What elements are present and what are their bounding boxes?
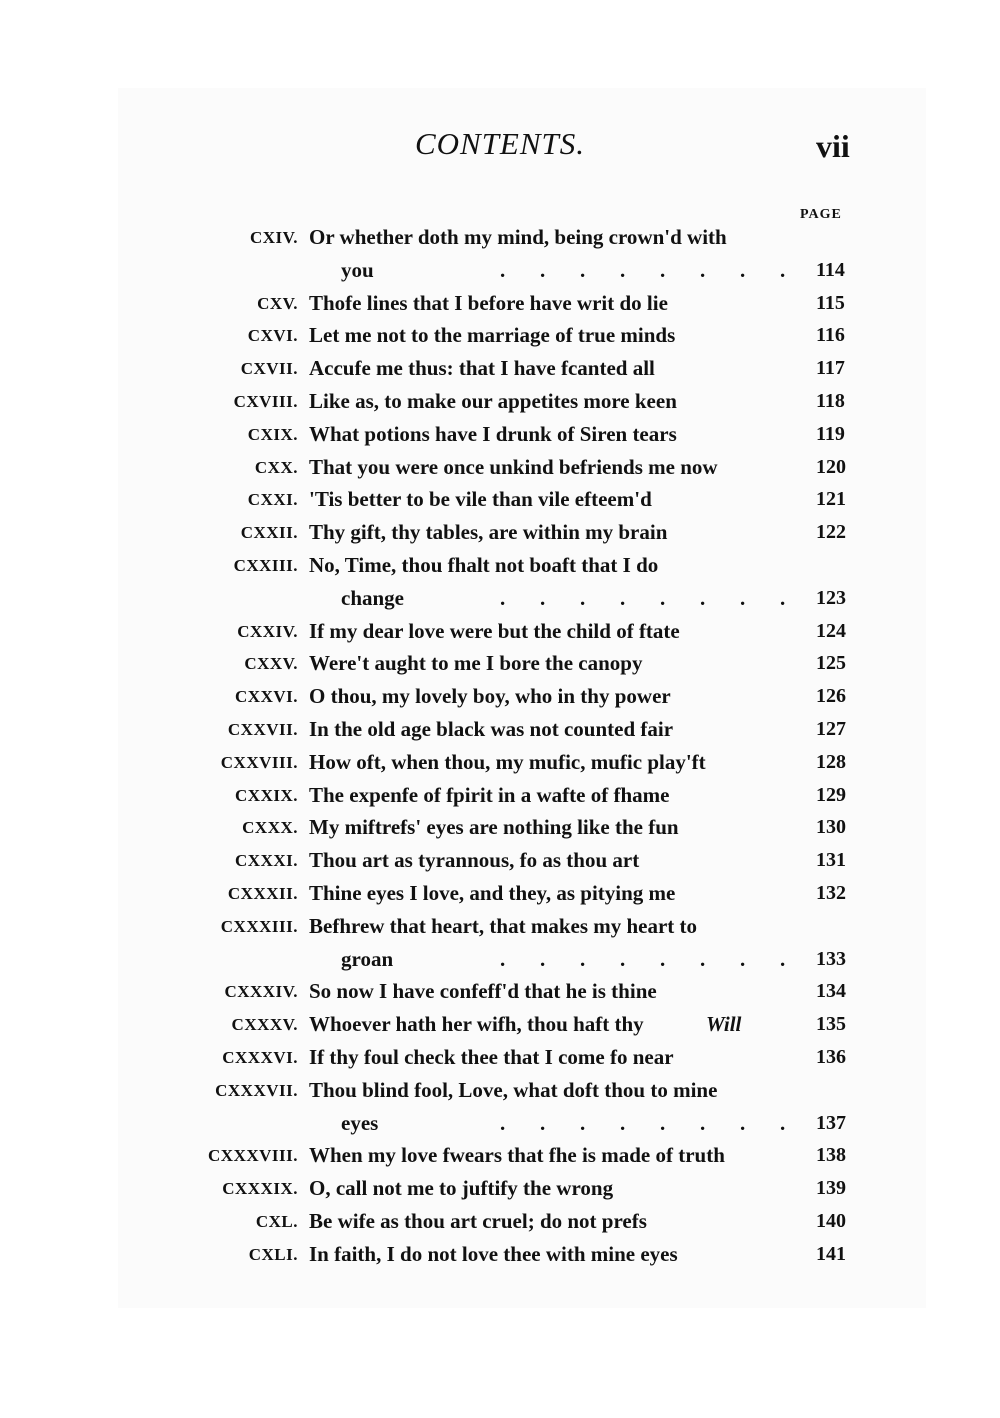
toc-entry-continuation <box>0 943 1000 976</box>
page-number: 131 <box>816 849 846 871</box>
page-number: 117 <box>816 357 845 379</box>
leader-dot: . <box>580 586 586 610</box>
sonnet-first-line: O, call not me to juftify the wrong <box>309 1176 614 1200</box>
sonnet-first-line: What potions have I drunk of Siren tears <box>309 422 677 446</box>
leader-dot: . <box>660 1111 666 1135</box>
page-folio: vii <box>816 128 850 164</box>
toc-entry <box>0 975 1000 1008</box>
sonnet-first-line: Be wife as thou art cruel; do not prefs <box>309 1209 647 1233</box>
sonnet-number: CXXV. <box>244 654 298 673</box>
page-number: 119 <box>816 423 845 445</box>
toc-entry-continuation <box>0 582 1000 615</box>
leader-dot: . <box>540 1111 546 1135</box>
sonnet-number: CXXIII. <box>233 556 298 575</box>
leader-dot: . <box>580 947 586 971</box>
sonnet-number: CXXXV. <box>231 1015 298 1034</box>
leader-dot: . <box>620 258 626 282</box>
leader-dot: . <box>500 947 506 971</box>
leader-dot: . <box>620 1111 626 1135</box>
continuation-text: you <box>341 258 374 282</box>
toc-entry <box>0 1205 1000 1238</box>
sonnet-number: CXXVII. <box>227 720 298 739</box>
sonnet-first-line: Befhrew that heart, that makes my heart to <box>309 914 698 938</box>
toc-entry <box>0 1238 1000 1271</box>
toc-entry <box>0 1172 1000 1205</box>
sonnet-number: CXXII. <box>240 523 298 542</box>
toc-entry <box>0 1008 1000 1041</box>
sonnet-first-line: When my love fwears that fhe is made of truth <box>309 1143 725 1167</box>
leader-dot: . <box>540 258 546 282</box>
sonnet-number: CXV. <box>257 294 298 313</box>
sonnet-first-line: So now I have confeff'd that he is thine <box>309 979 657 1003</box>
page-number: 129 <box>816 784 846 806</box>
sonnet-first-line: That you were once unkind befriends me now <box>309 455 718 479</box>
toc-entry <box>0 1139 1000 1172</box>
page-number: 137 <box>816 1112 846 1134</box>
toc-entry <box>0 319 1000 352</box>
sonnet-number: CXXXIV. <box>224 982 298 1001</box>
page-number: 121 <box>816 488 846 510</box>
leader-dot: . <box>660 586 666 610</box>
sonnet-first-line: Thofe lines that I before have writ do lie <box>309 291 668 315</box>
page-number: 132 <box>816 882 846 904</box>
sonnet-first-line: If thy foul check thee that I come fo near <box>309 1045 674 1069</box>
toc-entry <box>0 647 1000 680</box>
toc-entry <box>0 877 1000 910</box>
sonnet-first-line: Like as, to make our appetites more keen <box>309 389 677 413</box>
toc-entry <box>0 844 1000 877</box>
page-number: 130 <box>816 816 846 838</box>
continuation-text: eyes <box>341 1111 379 1135</box>
sonnet-first-line: How oft, when thou, my mufic, mufic play'ft <box>309 750 706 774</box>
leader-dot: . <box>700 258 706 282</box>
page-number: 134 <box>816 980 846 1002</box>
page-number: 139 <box>816 1177 846 1199</box>
toc-entry <box>0 615 1000 648</box>
toc-entry <box>0 746 1000 779</box>
leader-dot: . <box>740 947 746 971</box>
toc-entry <box>0 352 1000 385</box>
toc-entry <box>0 221 1000 254</box>
page-number: 136 <box>816 1046 846 1068</box>
sonnet-first-line: Thine eyes I love, and they, as pitying me <box>309 881 676 905</box>
sonnet-number: CXXIX. <box>235 786 298 805</box>
page-number: 140 <box>816 1210 846 1232</box>
leader-dot: . <box>780 1111 786 1135</box>
sonnet-first-line: Were't aught to me I bore the canopy <box>309 651 643 675</box>
page-number: 128 <box>816 751 846 773</box>
page-title: CONTENTS. <box>414 126 586 161</box>
sonnet-number: CXXX. <box>242 818 298 837</box>
toc-entry <box>0 1074 1000 1107</box>
sonnet-first-line: In the old age black was not counted fair <box>309 717 674 741</box>
sonnet-first-line: No, Time, thou fhalt not boaft that I do <box>309 553 659 577</box>
sonnet-number: CXXXI. <box>235 851 298 870</box>
toc-entry <box>0 483 1000 516</box>
leader-dot: . <box>700 586 706 610</box>
italic-word: Will <box>706 1012 742 1036</box>
toc-entry <box>0 811 1000 844</box>
leader-dot: . <box>540 947 546 971</box>
leader-dot: . <box>580 258 586 282</box>
leader-dot: . <box>660 258 666 282</box>
leader-dot: . <box>780 586 786 610</box>
leader-dot: . <box>740 258 746 282</box>
sonnet-first-line: If my dear love were but the child of ftate <box>309 619 680 643</box>
continuation-text: change <box>341 586 404 610</box>
page-number: 141 <box>816 1243 846 1265</box>
leader-dot: . <box>580 1111 586 1135</box>
sonnet-number: CXXXIX. <box>222 1179 298 1198</box>
leader-dot: . <box>620 947 626 971</box>
page-number: 122 <box>816 521 846 543</box>
sonnet-first-line: Let me not to the marriage of true minds <box>309 323 676 347</box>
sonnet-number: CXX. <box>254 458 298 477</box>
page-number: 114 <box>816 259 845 281</box>
sonnet-number: CXVI. <box>247 326 298 345</box>
sonnet-number: CXXXII. <box>227 884 298 903</box>
sonnet-number: CXXI. <box>247 490 298 509</box>
sonnet-number: CXXVIII. <box>220 753 298 772</box>
page-number: 138 <box>816 1144 846 1166</box>
sonnet-number: CXXXIII. <box>220 917 298 936</box>
leader-dot: . <box>740 586 746 610</box>
page-number: 123 <box>816 587 846 609</box>
sonnet-number: CXIV. <box>249 228 298 247</box>
leader-dot: . <box>700 947 706 971</box>
page-number: 127 <box>816 718 846 740</box>
leader-dot: . <box>740 1111 746 1135</box>
page-number: 115 <box>816 292 845 314</box>
sonnet-number: CXVIII. <box>233 392 298 411</box>
page-number: 120 <box>816 456 846 478</box>
sonnet-number: CXXIV. <box>237 622 298 641</box>
sonnet-first-line: The expenfe of fpirit in a wafte of fhame <box>309 783 670 807</box>
leader-dot: . <box>540 586 546 610</box>
toc-entry <box>0 418 1000 451</box>
toc-entry <box>0 385 1000 418</box>
leader-dot: . <box>500 258 506 282</box>
sonnet-number: CXL. <box>255 1212 298 1231</box>
sonnet-number: CXXXVIII. <box>208 1146 298 1165</box>
sonnet-first-line: O thou, my lovely boy, who in thy power <box>309 684 671 708</box>
page-number: 116 <box>816 324 845 346</box>
sonnet-first-line: My miftrefs' eyes are nothing like the fun <box>309 815 679 839</box>
toc-entry <box>0 910 1000 943</box>
toc-entry <box>0 516 1000 549</box>
leader-dot: . <box>780 947 786 971</box>
page-number: 135 <box>816 1013 846 1035</box>
toc-entry-continuation <box>0 254 1000 287</box>
toc-entry <box>0 287 1000 320</box>
sonnet-number: CXVII. <box>240 359 298 378</box>
leader-dot: . <box>500 1111 506 1135</box>
sonnet-first-line: 'Tis better to be vile than vile efteem'd <box>309 487 652 511</box>
sonnet-first-line: Accufe me thus: that I have fcanted all <box>309 356 655 380</box>
sonnet-first-line: Thy gift, thy tables, are within my brain <box>309 520 668 544</box>
page-number: 133 <box>816 948 846 970</box>
leader-dot: . <box>700 1111 706 1135</box>
leader-dot: . <box>660 947 666 971</box>
page-number: 126 <box>816 685 846 707</box>
sonnet-number: CXLI. <box>248 1245 298 1264</box>
toc-entry <box>0 1041 1000 1074</box>
leader-dot: . <box>620 586 626 610</box>
leader-dot: . <box>500 586 506 610</box>
sonnet-number: CXXXVI. <box>222 1048 298 1067</box>
sonnet-first-line: In faith, I do not love thee with mine eyes <box>309 1242 678 1266</box>
toc-entry <box>0 713 1000 746</box>
page-number: 125 <box>816 652 846 674</box>
sonnet-number: CXXXVII. <box>215 1081 298 1100</box>
sonnet-first-line: Whoever hath her wifh, thou haft thy <box>309 1012 644 1036</box>
leader-dot: . <box>780 258 786 282</box>
page-column-heading: PAGE <box>800 207 842 222</box>
sonnet-number: CXIX. <box>247 425 298 444</box>
sonnet-number: CXXVI. <box>235 687 298 706</box>
toc-entry <box>0 680 1000 713</box>
page-number: 124 <box>816 620 846 642</box>
toc-entry <box>0 549 1000 582</box>
toc-entry <box>0 451 1000 484</box>
page-number: 118 <box>816 390 845 412</box>
continuation-text: groan <box>341 947 394 971</box>
sonnet-first-line: Thou blind fool, Love, what doft thou to mine <box>309 1078 718 1102</box>
toc-entry <box>0 779 1000 812</box>
toc-entry-continuation <box>0 1107 1000 1140</box>
sonnet-first-line: Or whether doth my mind, being crown'd with <box>309 225 727 249</box>
sonnet-first-line: Thou art as tyrannous, fo as thou art <box>309 848 640 872</box>
